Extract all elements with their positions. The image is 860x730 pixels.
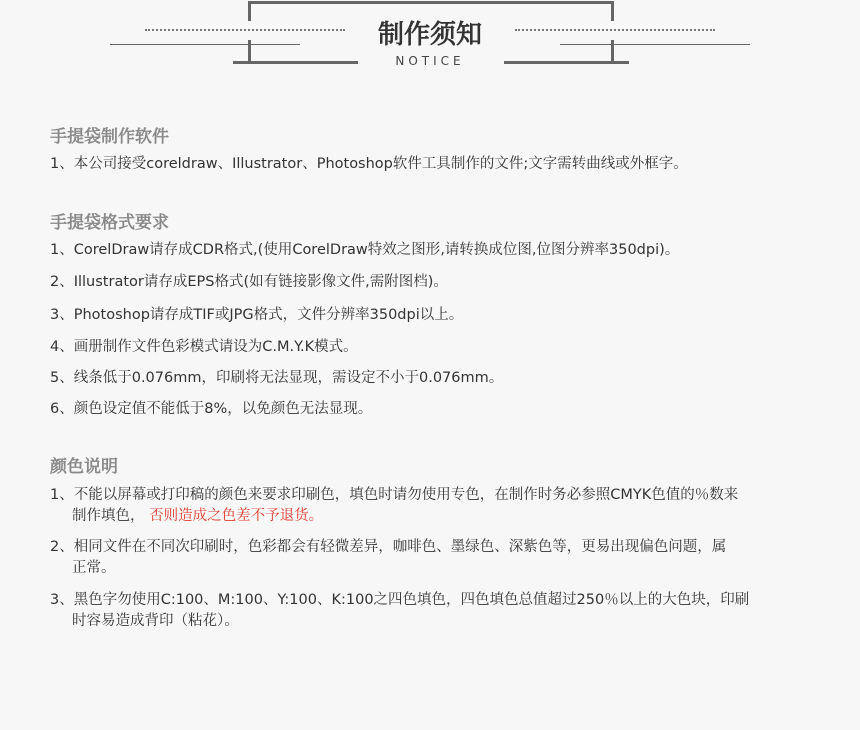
list-item: 2、Illustrator请存成EPS格式(如有链接影像文件,需附图档)。 <box>50 274 448 290</box>
list-item <box>50 590 820 632</box>
page-subtitle: NOTICE <box>395 54 465 68</box>
bracket-top-line <box>248 1 614 4</box>
section-heading-software: 手提袋制作软件 <box>50 127 169 147</box>
item-continuation <box>50 506 820 527</box>
list-item: 1、CorelDraw请存成CDR格式,(使用CorelDraw特效之图形,请转换成位图,位图分辨率350dpi)。 <box>50 242 680 258</box>
list-item: 1、本公司接受coreldraw、Illustrator、Photoshop软件工具制作的文件;文字需转曲线或外框字。 <box>50 156 688 172</box>
thin-line-left <box>110 44 300 45</box>
item-line: 2、相同文件在不同次印刷时，色彩都会有轻微差异，咖啡色、墨绿色、深紫色等，更易出现偏色问题，属 <box>50 539 727 555</box>
item-line: 3、黑色字勿使用C:100、M:100、Y:100、K:100之四色填色，四色填色总值超过250％以上的大色块，印刷 <box>50 592 750 608</box>
list-item: 3、Photoshop请存成TIF或JPG格式，文件分辨率350dpi以上。 <box>50 307 464 323</box>
list-item <box>50 485 820 527</box>
item-line: 1、不能以屏幕或打印稿的颜色来要求印刷色，填色时请勿使用专色，在制作时务必参照CMYK色值的％数来 <box>50 487 739 503</box>
thin-line-right <box>560 44 750 45</box>
list-item: 6、颜色设定值不能低于8%，以免颜色无法显现。 <box>50 401 373 417</box>
bracket-right-upper <box>611 1 614 21</box>
list-item: 5、线条低于0.076mm，印刷将无法显现，需设定不小于0.076mm。 <box>50 370 504 386</box>
item-line: 制作填色， <box>72 508 145 524</box>
dotted-line-left <box>145 29 345 31</box>
page-title: 制作须知 <box>377 20 482 50</box>
list-item: 4、画册制作文件色彩模式请设为C.M.Y.K模式。 <box>50 339 358 355</box>
item-continuation: 正常。 <box>72 560 116 576</box>
section-heading-format: 手提袋格式要求 <box>50 213 169 233</box>
section-heading-color: 颜色说明 <box>50 457 118 477</box>
dotted-line-right <box>515 29 715 31</box>
warning-text: 否则造成之色差不予退货。 <box>149 508 324 524</box>
list-item <box>50 537 820 579</box>
bracket-left-upper <box>248 1 251 21</box>
item-continuation: 时容易造成背印（粘花）。 <box>72 613 239 629</box>
